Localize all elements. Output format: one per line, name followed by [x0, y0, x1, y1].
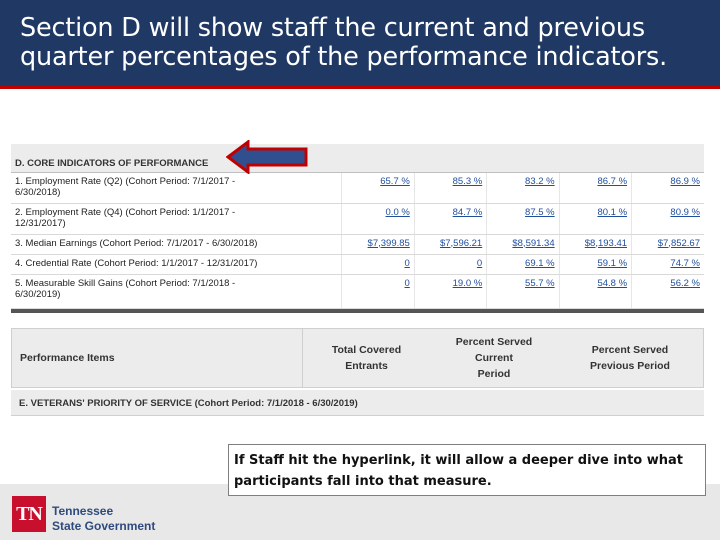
- total-covered-header: [302, 329, 430, 387]
- indicator-value-link[interactable]: $8,193.41: [584, 237, 628, 249]
- table-row: [11, 203, 704, 234]
- header-line: Period: [477, 368, 511, 380]
- percent-served-previous-header: [560, 329, 700, 387]
- tn-logo-icon: TN: [12, 496, 46, 532]
- indicator-value-link[interactable]: 86.7 %: [597, 175, 628, 187]
- indicator-name-line: 6/30/2018): [15, 186, 61, 198]
- header-line: Current: [475, 352, 513, 364]
- left-arrow-icon: [226, 140, 310, 174]
- indicator-name: [11, 274, 342, 308]
- indicator-value-link[interactable]: 56.2 %: [670, 277, 700, 289]
- indicator-value-link[interactable]: 65.7 %: [380, 175, 410, 187]
- indicator-value-link[interactable]: 59.1 %: [597, 257, 628, 269]
- slide-title-line-2: quarter percentages of the performance indicators.: [20, 42, 667, 72]
- indicator-value-link[interactable]: 0: [404, 257, 410, 269]
- table-row: [11, 172, 704, 203]
- header-line: Previous Period: [590, 360, 670, 372]
- indicator-value-link[interactable]: $7,399.85: [367, 237, 410, 249]
- org-name-line: Tennessee: [52, 504, 114, 518]
- core-indicators-header: D. CORE INDICATORS OF PERFORMANCE: [11, 144, 704, 172]
- indicator-value-link[interactable]: 85.3 %: [452, 175, 483, 187]
- org-name: [52, 504, 155, 534]
- indicator-name-line: 5. Measurable Skill Gains (Cohort Period: 7/1/2018 -: [15, 277, 236, 289]
- slide-title: [0, 0, 720, 86]
- slide-title-line-1: Section D will show staff the current and previous: [20, 13, 645, 43]
- indicator-name-line: 12/31/2017): [15, 217, 66, 229]
- indicator-value-link[interactable]: 80.1 %: [597, 206, 628, 218]
- percent-served-current-header: [430, 329, 558, 387]
- org-name-line: State Government: [52, 519, 156, 533]
- indicator-value-link[interactable]: 69.1 %: [525, 257, 555, 269]
- indicator-value-link[interactable]: 55.7 %: [525, 277, 555, 289]
- indicator-name: 3. Median Earnings (Cohort Period: 7/1/2017 - 6/30/2018): [11, 234, 342, 254]
- indicator-name-line: 2. Employment Rate (Q4) (Cohort Period: 1/1/2017 -: [15, 206, 236, 218]
- indicator-value-link[interactable]: 83.2 %: [525, 175, 555, 187]
- indicator-value-link[interactable]: 80.9 %: [670, 206, 700, 218]
- indicator-value-link[interactable]: 19.0 %: [452, 277, 483, 289]
- header-line: Entrants: [345, 360, 388, 372]
- indicator-value-link[interactable]: 86.9 %: [670, 175, 700, 187]
- performance-items-header: Performance Items: [20, 352, 115, 364]
- indicator-value-link[interactable]: 84.7 %: [452, 206, 483, 218]
- title-divider: [0, 86, 720, 89]
- indicator-value-link[interactable]: 74.7 %: [670, 257, 700, 269]
- table-row: [11, 254, 704, 274]
- indicator-value-link[interactable]: 0.0 %: [385, 206, 410, 218]
- indicator-name-line: 6/30/2019): [15, 288, 61, 300]
- core-indicators-header-row: [11, 144, 704, 172]
- indicator-name: [11, 172, 342, 203]
- indicator-value-link[interactable]: 0: [404, 277, 410, 289]
- indicator-name-line: 1. Employment Rate (Q2) (Cohort Period: 7/1/2017 -: [15, 175, 236, 187]
- indicator-value-link[interactable]: $7,596.21: [439, 237, 483, 249]
- header-line: Total Covered: [331, 344, 402, 356]
- callout-note: If Staff hit the hyperlink, it will allow a deeper dive into what participants fall into that measure.: [228, 444, 706, 496]
- indicator-value-link[interactable]: $7,852.67: [657, 237, 700, 249]
- veterans-priority-section-header: E. VETERANS' PRIORITY OF SERVICE (Cohort Period: 7/1/2018 - 6/30/2019): [11, 390, 704, 416]
- indicator-value-link[interactable]: 87.5 %: [525, 206, 555, 218]
- indicator-value-link[interactable]: 54.8 %: [597, 277, 628, 289]
- table-row: [11, 274, 704, 308]
- table-divider: [11, 308, 704, 313]
- header-line: Percent Served: [455, 336, 533, 348]
- core-indicators-table: [11, 144, 704, 313]
- indicator-name: 4. Credential Rate (Cohort Period: 1/1/2017 - 12/31/2017): [11, 254, 342, 274]
- indicator-value-link[interactable]: 0: [476, 257, 483, 269]
- table-row: [11, 234, 704, 254]
- performance-items-table: [11, 328, 704, 388]
- indicator-value-link[interactable]: $8,591.34: [512, 237, 555, 249]
- header-line: Percent Served: [591, 344, 669, 356]
- indicator-name: [11, 203, 342, 234]
